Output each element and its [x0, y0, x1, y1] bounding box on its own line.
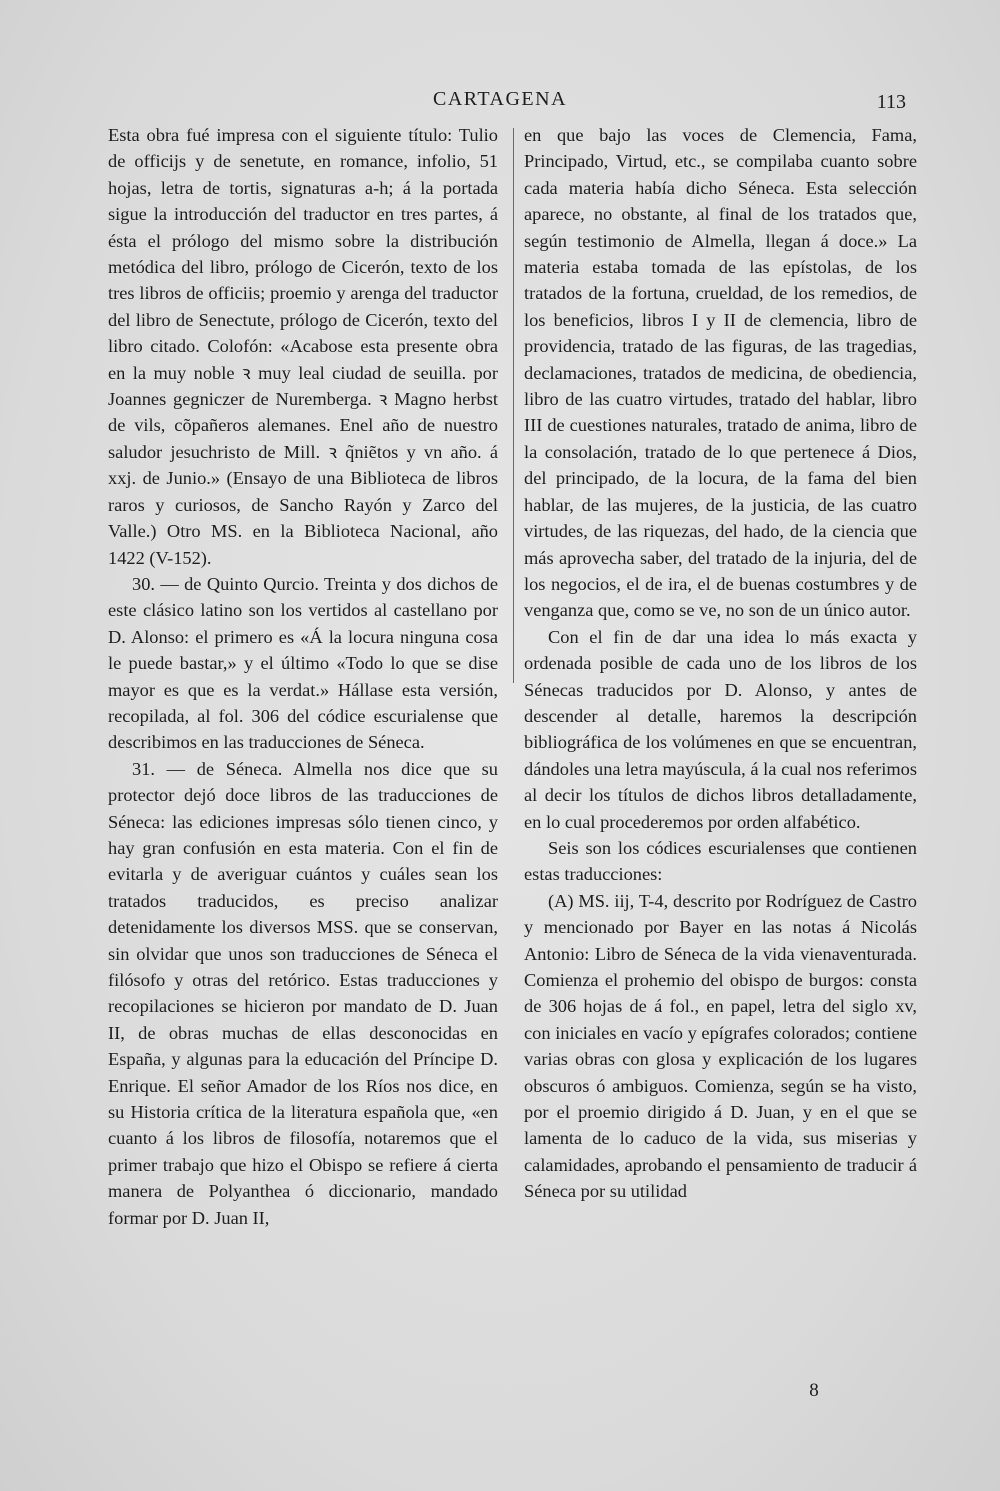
paragraph-polyanthea-continued: en que bajo las voces de Clemencia, Fama, Principado, Virtud, etc., se compilaba cuanto sobre cada materia había dicho Séneca. Esta selección aparece, no obstante, al final de los tratados que, según testimonio de Almella, llegan á doce.» La materia estaba tomada de las epístolas, de los tratados de la fortuna, crueldad, de los remedios, de los beneficios, libros I y II de clemencia, libro de providencia, tratado de las figuras, de las tragedias, declamaciones, tratados de medicina, de obediencia, libro de las cuatro virtudes, tratado del hablar, libro III de cuestiones naturales, tratado de anima, libro de la consolación, tratado de lo que pertenece á Dios, del principado, de la locura, de la fama del bien hablar, de las mujeres, de la justicia, de las cuatro virtudes, de las riquezas, del hado, de la ciencia que más aprovecha saber, del tratado de la injuria, del de los negocios, el de ira, el de buenas costumbres y de venganza que, como se ve, no son de un único autor. — [524, 125, 917, 621]
running-head — [0, 88, 1000, 118]
paragraph-seneca: 31. — de Séneca. Almella nos dice que su protector dejó doce libros de las traducciones de Séneca: las ediciones impresas sólo tienen cinco, y hay gran confusión en esta materia. Con el fin de evitarla y de averiguar cuántos y cuáles sean los tratados traducidos, es preciso analizar detenidamente los diversos MSS. que se conservan, sin olvidar que unos son traducciones de Séneca el filósofo y otras del retórico. Estas traducciones y recopilaciones se hicieron por mandato de D. Juan II, de obras muchas de ellas desconocidas en España, y algunas para la educación del Príncipe D. Enrique. El señor Amador de los Ríos nos dice, en su Historia crítica de la literatura española que, «en cuanto á los libros de filosofía, notaremos que el primer trabajo que hizo el Obispo se refiere á cierta manera de Polyanthea ó diccionario, mandado formar por D. Juan II, — [108, 758, 498, 1228]
paragraph-codex-a: (A) MS. iij, T-4, descrito por Rodríguez de Castro y mencionado por Bayer en las notas á Nicolás Antonio: Libro de Séneca de la vida vienaventurada. Comienza el prohemio del obispo de burgos: consta de 306 hojas de á fol., en papel, letra del siglo xv, con iniciales en vacío y epígrafes colorados; contiene varias obras con glosa y explicación de los lugares obscuros ó ambiguos. Comienza, según se ha visto, por el proemio dirigido á D. Juan, y en el que se lamenta de lo caduco de la vida, sus miserias y calamidades, aprobando el pensamiento de traducir á Séneca por su utilidad — [524, 890, 917, 1202]
column-rule — [513, 128, 514, 683]
paragraph-edition-description: Esta obra fué impresa con el siguiente título: Tulio de officijs y de senetute, en romance, infolio, 51 hojas, letra de tortis, signaturas a-h; á la portada sigue la introducción del traductor en tres partes, á ésta el prólogo del mismo sobre la distribución metódica del libro, prólogo de Cicerón, texto de los tres libros de officiis; proemio y arenga del traductor del libro de Senectute, prólogo de Cicerón, texto del libro citado. Colofón: «Acabose esta presente obra en la muy noble ꝛ muy leal ciudad de seuilla. por Joannes gegniczer de Nuremberga. ꝛ Magno herbst de vils, cõpañeros alemanes. Enel año de nuestro saludor jesuchristo de Mill. ꝛ q̃niẽtos y vn año. á xxj. de Junio.» (Ensayo de una Biblioteca de libros raros y curiosos, de Sancho Rayón y Zarco del Valle.) Otro MS. en la Biblioteca Nacional, año 1422 (V-152). — [108, 125, 498, 568]
signature-mark-row — [0, 1380, 1000, 1402]
paragraph-bibliographic-plan: Con el fin de dar una idea lo más exacta y ordenada posible de cada uno de los libros de los Sénecas traducidos por D. Alonso, y antes de descender al detalle, haremos la descripción bibliográfica de los volúmenes en que se encuentran, dándoles una letra mayúscula, á la cual nos referimos al decir los títulos de dichos libros detalladamente, en lo cual procederemos por orden alfabético. — [524, 626, 917, 832]
running-title: CARTAGENA — [432, 88, 568, 110]
page-number: 113 — [876, 91, 906, 113]
right-column — [524, 122, 917, 1205]
signature-mark: 8 — [809, 1380, 819, 1401]
paragraph-six-codices: Seis son los códices escurialenses que contienen estas traducciones: — [524, 837, 917, 885]
left-column — [108, 122, 498, 1231]
paragraph-quinto-qurcio: 30. — de Quinto Qurcio. Treinta y dos dichos de este clásico latino son los vertidos al castellano por D. Alonso: el primero es «Á la locura ninguna cosa le puede bastar,» y el último «Todo lo que se dise mayor es que es la verdat.» Hállase esta versión, recopilada, al fol. 306 del códice escurialense que describimos en las traducciones de Séneca. — [108, 573, 498, 753]
